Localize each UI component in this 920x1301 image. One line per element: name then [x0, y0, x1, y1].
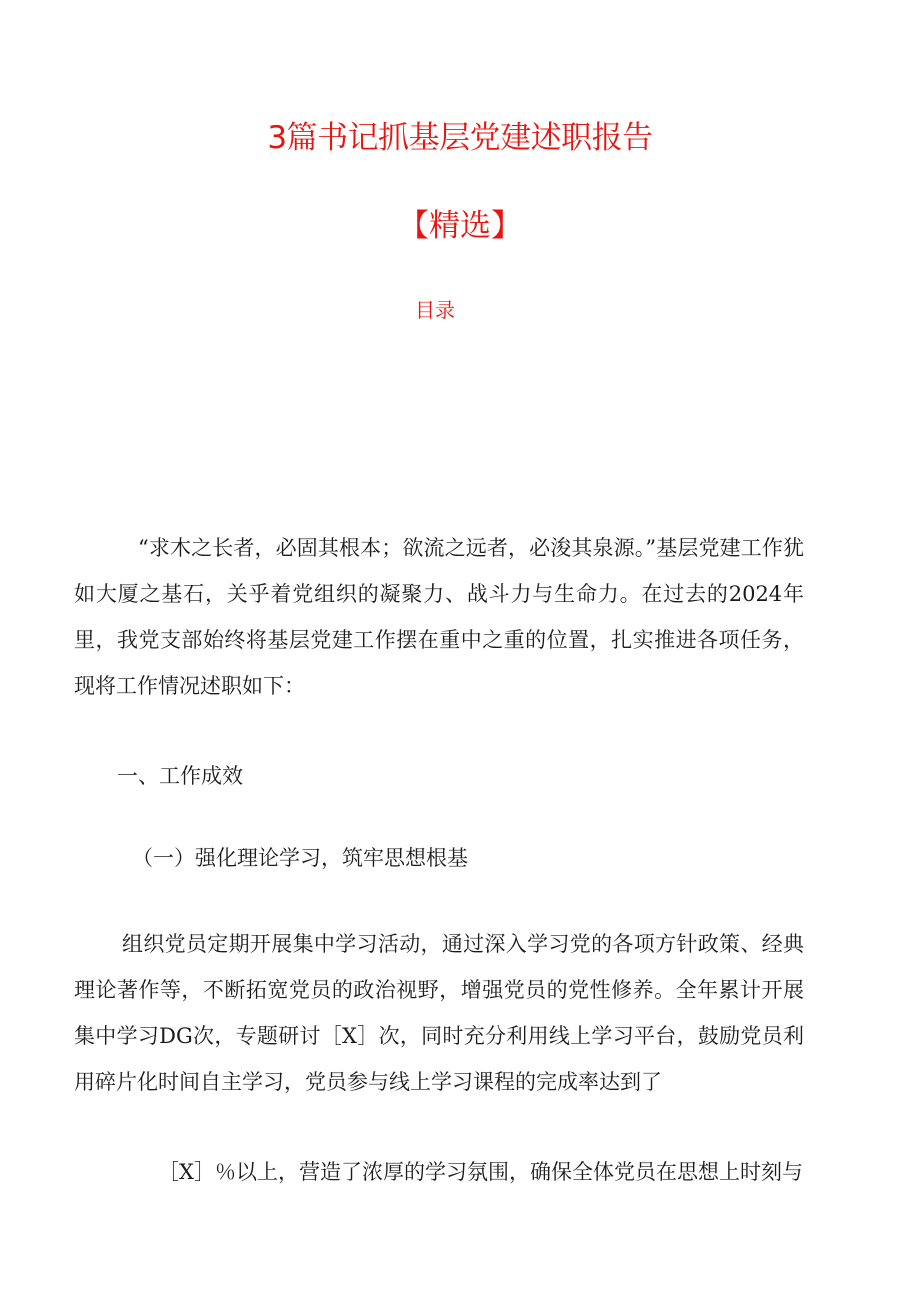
continuation-paragraph: ［X］％以上，营造了浓厚的学习氛围，确保全体党员在思想上时刻与 [158, 1160, 803, 1184]
intro-paragraph: “求木之长者，必固其根本；欲流之远者，必浚其泉源。”基层党建工作犹如大厦之基石，关乎着党组织的凝聚力、战斗力与生命力。在过去的2024年里，我党支部始终将基层党建工作摆在重中之重的位置，扎实推进各项任务，现将工作情况述职如下： [74, 536, 804, 698]
section-heading: 一、工作成效 [117, 764, 243, 788]
subsection-heading: （一）强化理论学习，筑牢思想根基 [132, 846, 468, 870]
document-subtitle: 【精选】 [398, 208, 522, 244]
document-title: 3篇书记抓基层党建述职报告 [267, 120, 653, 156]
table-of-contents-label[interactable]: 目录 [415, 298, 455, 322]
body-paragraph: 组织党员定期开展集中学习活动，通过深入学习党的各项方针政策、经典理论著作等，不断拓宽党员的政治视野，增强党员的党性修养。全年累计开展集中学习DG次，专题研讨［X］次，同时充分利用线上学习平台，鼓励党员利用碎片化时间自主学习，党员参与线上学习课程的完成率达到了 [74, 932, 804, 1094]
